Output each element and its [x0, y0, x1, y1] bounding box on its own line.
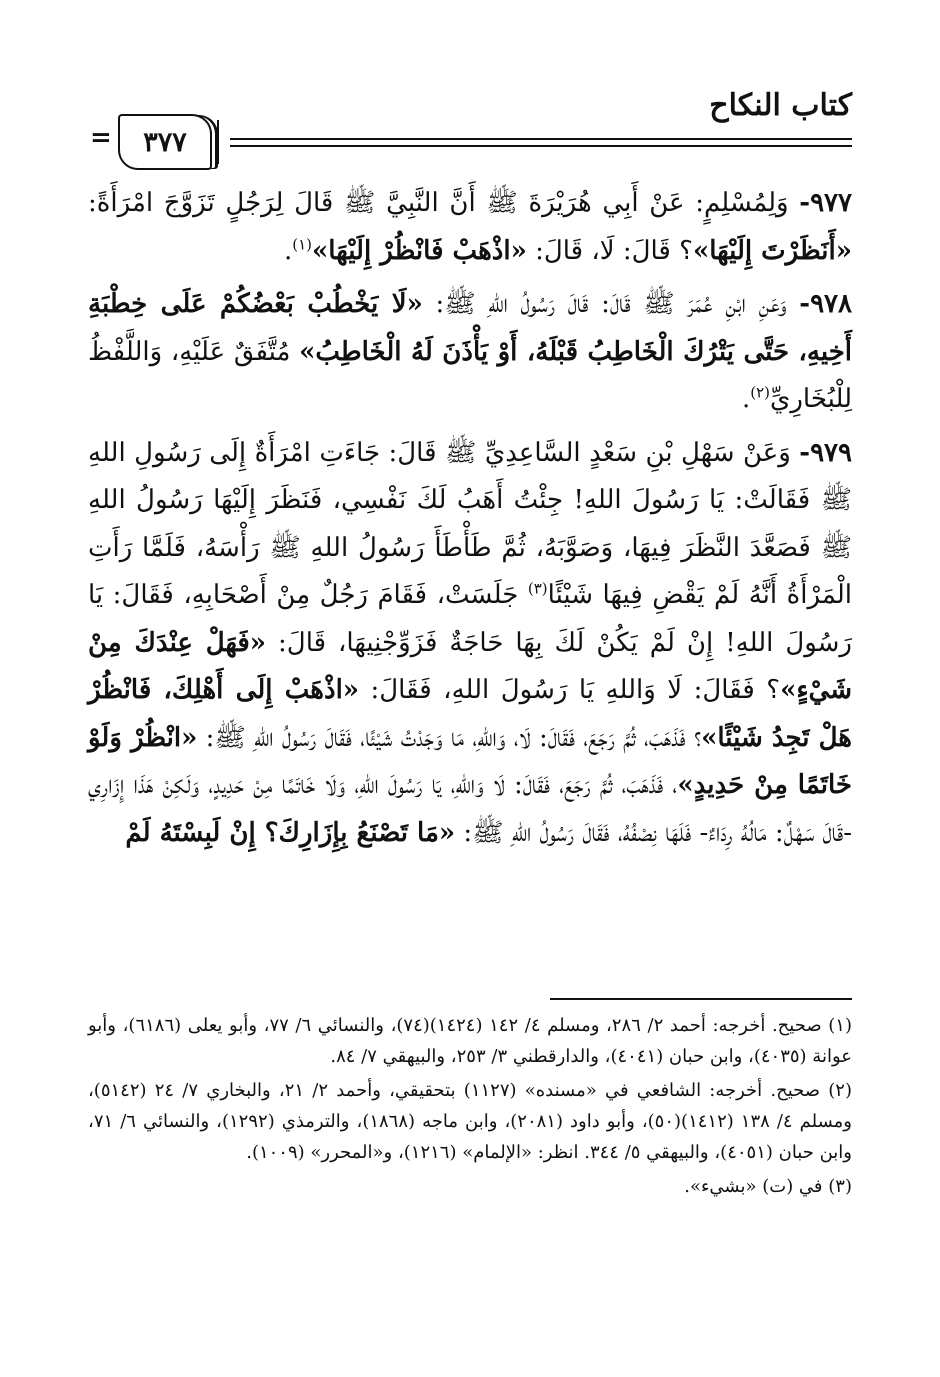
hadith-text: وَلِمُسْلِمٍ: عَنْ أَبِي هُرَيْرَةَ ﷺ أَنَّ النَّبِيَّ ﷺ قَالَ لِرَجُلٍ تَزَوَّجَ امْرَأَةً:: [88, 188, 800, 218]
header-rule-line-bottom: [230, 145, 852, 147]
hadith-number: ٩٧٩-: [799, 437, 852, 468]
hadith-number: ٩٧٨-: [799, 289, 852, 319]
running-title: كتاب النكاح: [709, 88, 852, 123]
hadith-text: مُتَّفَقٌ عَلَيْهِ، وَاللَّفْظُ لِلْبُخَارِيِّ: [88, 336, 852, 414]
header-rule-end-mark: =: [90, 123, 112, 153]
header-rule-line-top: [230, 138, 852, 140]
hadith-978: [88, 281, 852, 424]
footnote-3: (٣) في (ت) «بشيء».: [684, 1176, 852, 1197]
header-double-rule: [230, 138, 852, 152]
prophetic-quote: «لَا يَخْطُبْ بَعْضُكُمْ عَلَى خِطْبَةِ أَخِيهِ، حَتَّى يَتْرُكَ الْخَاطِبُ قَبْلَهُ، أَوْ يَأْذَنَ لَهُ الْخَاطِبُ»: [88, 289, 852, 367]
hadith-text: .: [741, 384, 751, 414]
hadith-text: .: [283, 235, 293, 266]
hadith-number: ٩٧٧-: [799, 188, 852, 218]
prophetic-quote: «اذْهَبْ إِلَى أَهْلِكَ، فَانْظُرْ هَلْ تَجِدُ شَيْئًا»: [88, 675, 852, 753]
prophetic-quote: «انْظُرْ وَلَوْ خَاتَمًا مِنْ حَدِيدٍ»: [88, 722, 852, 800]
footnote-ref: (٣): [527, 579, 548, 598]
hadith-text: ؟ فَقَالَ: لَا وَاللهِ يَا رَسُولَ اللهِ، فَقَالَ:: [359, 675, 781, 705]
page-number: ٣٧٧: [143, 126, 187, 158]
prophetic-quote: «اذْهَبْ فَانْظُرْ إِلَيْهَا»: [312, 235, 527, 266]
hadith-text: جَلَسَتْ، فَقَامَ رَجُلٌ مِنْ أَصْحَابِهِ، فَقَالَ: يَا رَسُولَ اللهِ! إِنْ لَمْ يَكُنْ لَكَ بِهَا حَاجَةٌ فَزَوِّجْنِيهَا، قَالَ:: [88, 580, 852, 658]
hadith-text: وَعَنْ سَهْلِ بْنِ سَعْدٍ السَّاعِدِيِّ ﷺ قَالَ: جَاءَتِ امْرَأَةٌ إِلَى رَسُولِ اللهِ ﷺ فَقَالَتْ: يَا رَسُولَ اللهِ! جِئْتُ أَهَبُ لَكَ نَفْسِي، فَنَظَرَ إِلَيْهَا رَسُولُ اللهِ ﷺ فَصَعَّدَ النَّظَرَ فِيهَا، وَصَوَّبَهُ، ثُمَّ طَأْطَأَ رَسُولُ اللهِ ﷺ رَأْسَهُ، فَلَمَّا رَأَتِ الْمَرْأَةُ أَنَّهُ لَمْ يَقْضِ فِيهَا شَيْئًا: [88, 437, 853, 610]
footnote-separator: [550, 998, 852, 1000]
hadith-text: ؟ فَذَهَبَ، ثُمَّ رَجَعَ، فَقَالَ: لَا، وَاللهِ، مَا وَجَدْتُ شَيْئًا، فَقَالَ رَسُولُ اللهِ ﷺ:: [197, 722, 702, 753]
page-number-frame: [118, 114, 212, 170]
prophetic-quote: «مَا تَصْنَعُ بِإِزَارِكَ؟ إِنْ لَبِسْتَهُ لَمْ: [125, 817, 456, 848]
prophetic-quote: «فَهَلْ عِنْدَكَ مِنْ شَيْءٍ»: [88, 627, 852, 705]
prophetic-quote: «أَنَظَرْتَ إِلَيْهَا»: [692, 235, 852, 266]
footnote-ref: (١): [292, 234, 313, 253]
hadith-text: ، فَذَهَبَ، ثُمَّ رَجَعَ، فَقَالَ: لَا وَاللهِ، يَا رَسُولَ اللهِ، وَلَا خَاتَمًا مِنْ حَدِيدٍ، وَلَكِنْ هَذَا إِزَارِي -قَالَ سَهْلٌ: مَالُهُ رِدَاءٌ- فَلَهَا نِصْفُهُ، فَقَالَ رَسُولُ اللهِ ﷺ:: [88, 770, 852, 848]
footnote-2: (٢) صحيح. أخرجه: الشافعي في «مسنده» (١١٢٧) بتحقيقي، وأحمد ٢/ ٢١، والبخاري ٧/ ٢٤ (٥١٤٢)، ومسلم ٤/ ١٣٨ (١٤١٢)(٥٠)، وأبو داود (٢٠٨١)، وابن ماجه (١٨٦٨)، والترمذي (١٢٩٢)، والنسائي ٦/ ٧١، وابن حبان (٤٠٥١)، والبيهقي ٥/ ٣٤٤. انظر: «الإلمام» (١٢١٦)، و«المحرر» (١٠٠٩).: [88, 1080, 852, 1163]
footnotes: [88, 1010, 852, 1205]
hadith-979: [88, 430, 852, 858]
main-text: [88, 180, 852, 863]
hadith-977: [88, 180, 852, 275]
hadith-text: وَعَنِ ابْنِ عُمَرَ ﷺ قَالَ: قَالَ رَسُولُ اللهِ ﷺ:: [422, 289, 800, 319]
footnote-ref: (٢): [750, 383, 770, 402]
footnote-1: (١) صحيح. أخرجه: أحمد ٢/ ٢٨٦، ومسلم ٤/ ١٤٢ (١٤٢٤)(٧٤)، والنسائي ٦/ ٧٧، وأبو يعلى (٦١٨٦)، وأبو عوانة (٤٠٣٥)، وابن حبان (٤٠٤١)، والدارقطني ٣/ ٢٥٣، والبيهقي ٧/ ٨٤.: [88, 1015, 852, 1067]
hadith-text: ؟ قَالَ: لَا، قَالَ:: [526, 235, 693, 266]
